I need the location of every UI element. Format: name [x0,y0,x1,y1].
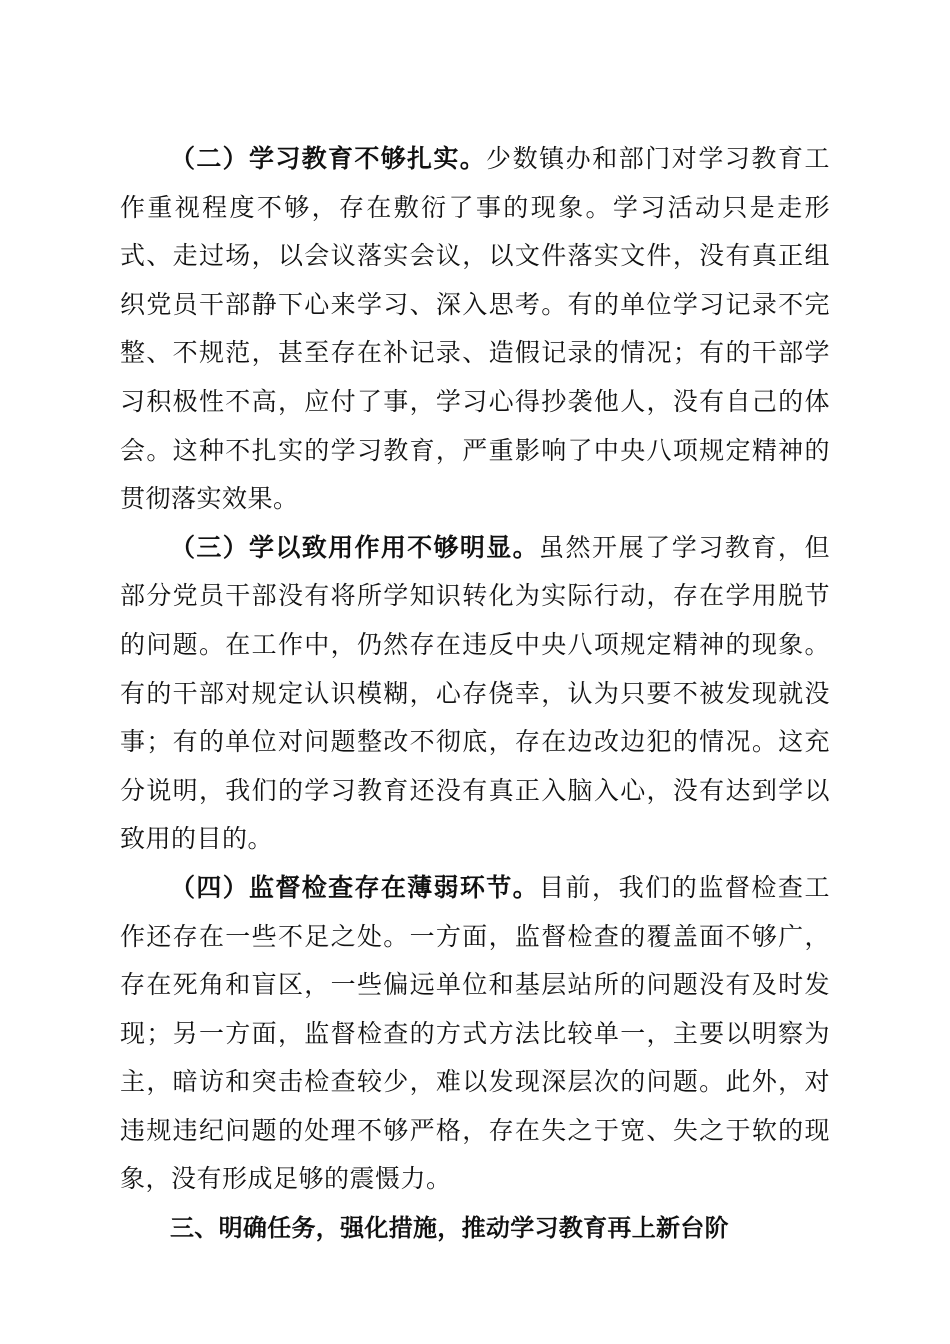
paragraph-study-not-solid [120,135,830,524]
paragraph-text: 虽然开展了学习教育，但部分党员干部没有将所学知识转化为实际行动，存在学用脱节的问题。在工作中，仍然存在违反中央八项规定精神的现象。有的干部对规定认识模糊，心存侥幸，认为只要不被发现就没事；有的单位对问题整改不彻底，存在边改边犯的情况。这充分说明，我们的学习教育还没有真正入脑入心，没有达到学以致用的目的。 [120,532,830,854]
paragraph-text: 少数镇办和部门对学习教育工作重视程度不够，存在敷衍了事的现象。学习活动只是走形式、走过场，以会议落实会议，以文件落实文件，没有真正组织党员干部静下心来学习、深入思考。有的单位学习记录不完整、不规范，甚至存在补记录、造假记录的情况；有的干部学习积极性不高，应付了事，学习心得抄袭他人，没有自己的体会。这种不扎实的学习教育，严重影响了中央八项规定精神的贯彻落实效果。 [120,144,830,514]
paragraph-application-not-obvious [120,524,830,864]
paragraph-supervision-weak [120,864,830,1204]
document-body [120,135,830,1253]
paragraph-text: 目前，我们的监督检查工作还存在一些不足之处。一方面，监督检查的覆盖面不够广，存在死角和盲区，一些偏远单位和基层站所的问题没有及时发现；另一方面，监督检查的方式方法比较单一，主要以明察为主，暗访和突击检查较少，难以发现深层次的问题。此外，对违规违纪问题的处理不够严格，存在失之于宽、失之于软的现象，没有形成足够的震慑力。 [120,872,830,1194]
section-heading: 三、明确任务，强化措施，推动学习教育再上新台阶 [170,1214,729,1243]
paragraph-heading: （二）学习教育不够扎实。 [170,144,487,173]
paragraph-heading: （四）监督检查存在薄弱环节。 [170,872,539,902]
paragraph-heading: （三）学以致用作用不够明显。 [170,532,539,562]
